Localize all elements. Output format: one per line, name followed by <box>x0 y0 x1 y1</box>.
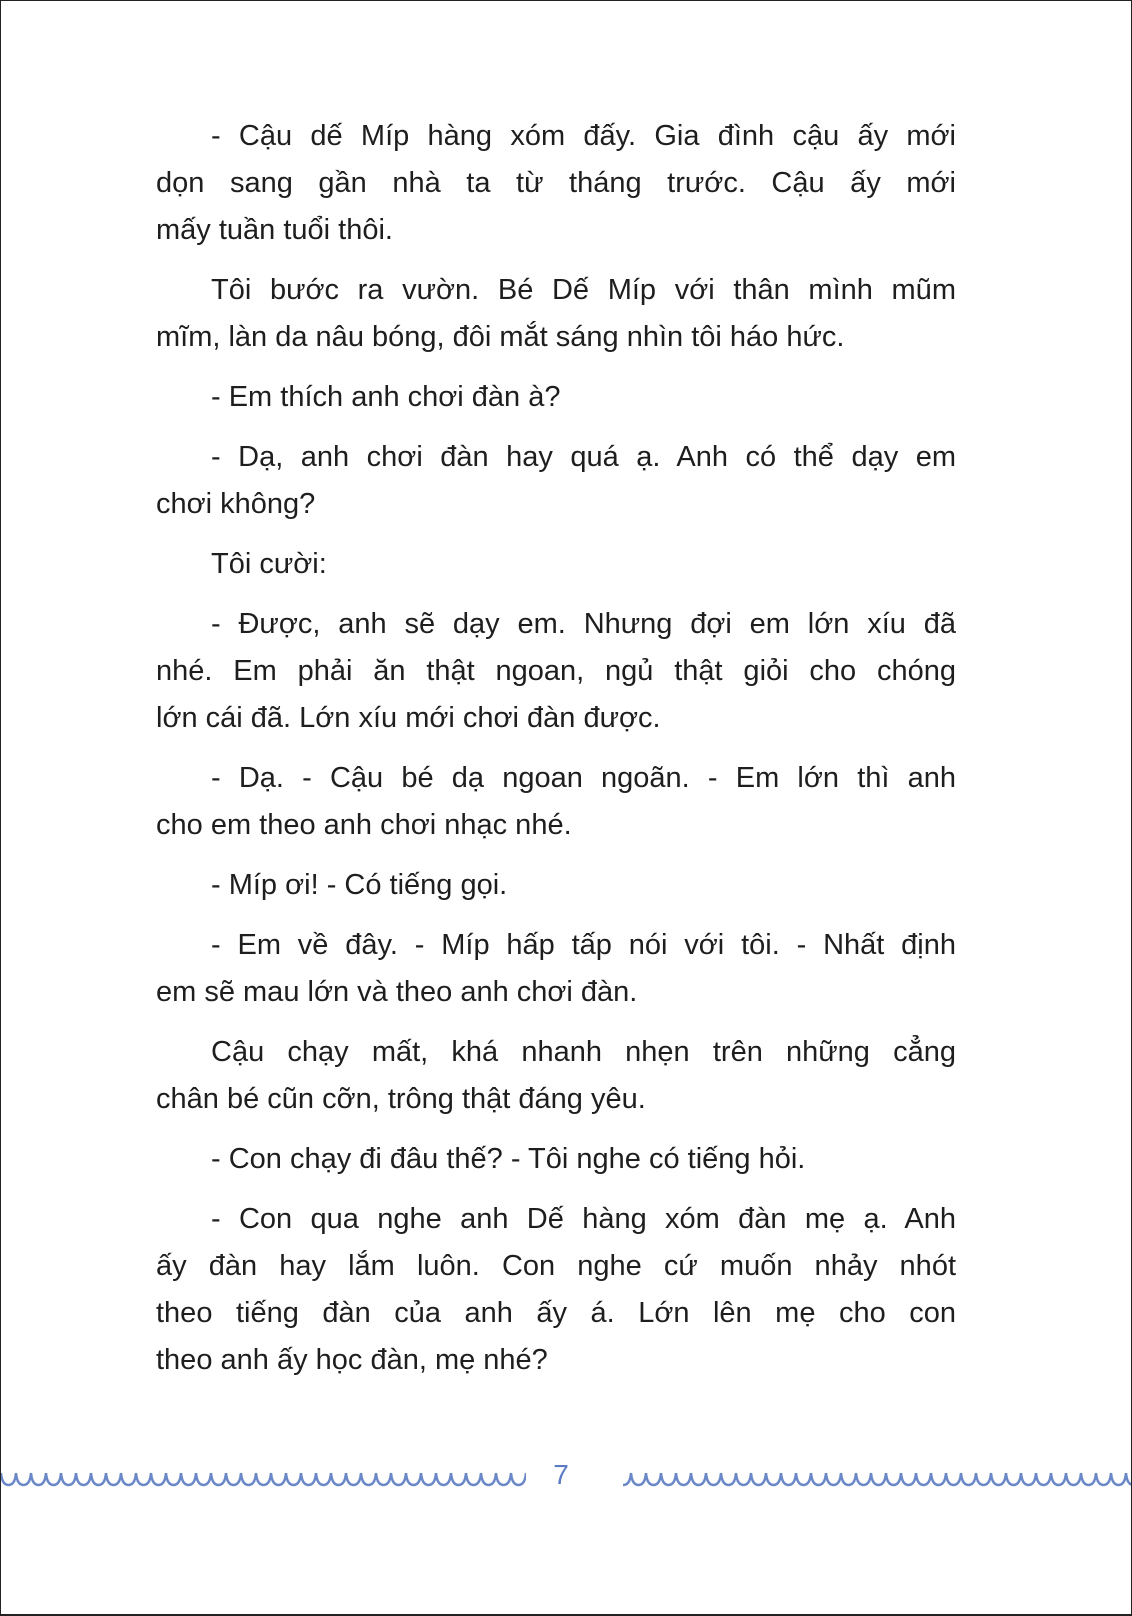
paragraph <box>156 374 956 421</box>
text-line: chơi không? <box>156 488 316 520</box>
text-line: theo tiếng đàn của anh ấy á. Lớn lên mẹ cho con <box>156 1297 956 1329</box>
text-line: Tôi cười: <box>211 548 327 580</box>
text-line: cho em theo anh chơi nhạc nhé. <box>156 809 572 841</box>
paragraph <box>156 862 956 909</box>
text-line: em sẽ mau lớn và theo anh chơi đàn. <box>156 976 638 1008</box>
text-line: - Cậu dế Míp hàng xóm đấy. Gia đình cậu ấy mới <box>211 120 956 152</box>
text-line: - Dạ. - Cậu bé dạ ngoan ngoãn. - Em lớn thì anh <box>211 762 956 794</box>
text-line: Cậu chạy mất, khá nhanh nhẹn trên những cẳng <box>211 1036 956 1068</box>
text-line: ấy đàn hay lắm luôn. Con nghe cứ muốn nhảy nhót <box>156 1250 956 1282</box>
paragraph <box>156 1136 956 1183</box>
paragraph <box>156 755 956 849</box>
text-line: nhé. Em phải ăn thật ngoan, ngủ thật giỏi cho chóng <box>156 655 956 687</box>
text-line: dọn sang gần nhà ta từ tháng trước. Cậu ấy mới <box>156 167 956 199</box>
text-line: - Em thích anh chơi đàn à? <box>211 381 561 413</box>
paragraph <box>156 601 956 742</box>
wave-left <box>1 1461 526 1501</box>
text-line: - Con qua nghe anh Dế hàng xóm đàn mẹ ạ. Anh <box>211 1203 956 1235</box>
text-line: - Em về đây. - Míp hấp tấp nói với tôi. - Nhất định <box>211 929 956 961</box>
body-text <box>156 113 956 1397</box>
text-line: - Con chạy đi đâu thế? - Tôi nghe có tiếng hỏi. <box>211 1143 806 1175</box>
text-line: lớn cái đã. Lớn xíu mới chơi đàn được. <box>156 702 661 734</box>
paragraph <box>156 113 956 254</box>
paragraph <box>156 922 956 1016</box>
text-line: theo anh ấy học đàn, mẹ nhé? <box>156 1344 548 1376</box>
text-line: mấy tuần tuổi thôi. <box>156 214 393 246</box>
text-line: chân bé cũn cỡn, trông thật đáng yêu. <box>156 1083 646 1115</box>
text-line: Tôi bước ra vườn. Bé Dế Míp với thân mình mũm <box>211 274 956 306</box>
paragraph <box>156 267 956 361</box>
text-line: - Dạ, anh chơi đàn hay quá ạ. Anh có thể dạy em <box>211 441 956 473</box>
text-line: - Được, anh sẽ dạy em. Nhưng đợi em lớn xíu đã <box>211 608 956 640</box>
paragraph <box>156 1196 956 1384</box>
paragraph <box>156 541 956 588</box>
text-line: - Míp ơi! - Có tiếng gọi. <box>211 869 508 901</box>
paragraph <box>156 434 956 528</box>
paragraph <box>156 1029 956 1123</box>
text-line: mĩm, làn da nâu bóng, đôi mắt sáng nhìn tôi háo hức. <box>156 321 845 353</box>
wave-right <box>623 1461 1132 1501</box>
page-number: 7 <box>553 1459 569 1490</box>
